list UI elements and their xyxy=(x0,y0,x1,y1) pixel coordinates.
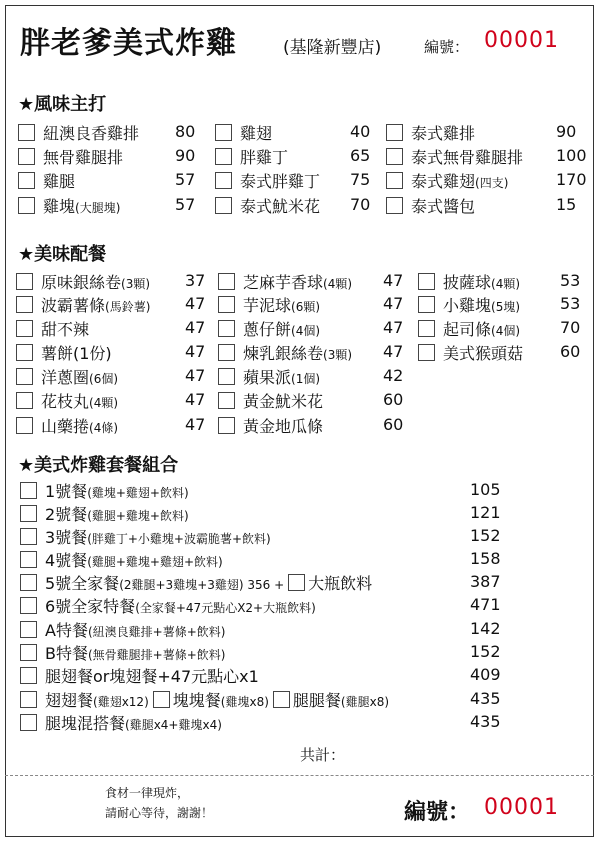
item-name-text: 黃金魷米花 xyxy=(243,391,324,411)
item-price: 37 xyxy=(185,271,206,290)
item-name-text: 紐澳良香雞排 xyxy=(43,123,140,143)
item-checkbox[interactable] xyxy=(20,667,37,684)
item-name-text: 5號全家餐 xyxy=(45,573,120,593)
menu-item xyxy=(215,168,320,192)
item-name xyxy=(243,341,352,364)
item-name xyxy=(41,414,118,437)
item-checkbox[interactable] xyxy=(16,368,33,385)
item-name xyxy=(45,502,189,525)
item-name xyxy=(43,121,139,144)
item-price: 100 xyxy=(556,146,587,165)
item-name xyxy=(411,145,523,168)
item-note: (2雞腿+3雞塊+3雞翅) 356 + xyxy=(119,577,285,592)
item-checkbox[interactable] xyxy=(215,172,232,189)
item-name xyxy=(45,571,284,594)
menu-item xyxy=(18,120,139,144)
item-name-text: 泰式魷米花 xyxy=(240,196,321,216)
item-name xyxy=(41,341,112,364)
item-checkbox[interactable] xyxy=(218,392,235,409)
item-name xyxy=(45,618,225,641)
item-checkbox[interactable] xyxy=(215,197,232,214)
item-name-text: 1號餐 xyxy=(45,481,88,501)
footer-number-label: 編號： xyxy=(404,800,471,825)
menu-item xyxy=(20,501,189,525)
item-name-text: 芝麻芋香球 xyxy=(243,272,324,292)
item-name-text: 披薩球 xyxy=(443,272,492,292)
item-note: (雞腿+雞塊+雞翅+飲料) xyxy=(87,554,223,569)
item-price: 47 xyxy=(185,415,206,434)
item-price: 435 xyxy=(470,712,501,731)
item-price: 40 xyxy=(350,122,371,141)
item-name-text: 塊塊餐 xyxy=(172,690,221,710)
item-checkbox[interactable] xyxy=(386,172,403,189)
order-number: 00001 xyxy=(484,28,559,53)
item-name-text: 原味銀絲卷 xyxy=(41,272,122,292)
item-checkbox[interactable] xyxy=(20,644,37,661)
item-name xyxy=(173,688,269,711)
item-price: 60 xyxy=(560,342,581,361)
item-price: 47 xyxy=(185,318,206,337)
item-price: 90 xyxy=(175,146,196,165)
menu-item xyxy=(218,269,352,293)
menu-item xyxy=(20,593,316,617)
item-checkbox[interactable] xyxy=(218,273,235,290)
item-name-text: 腿腿餐 xyxy=(292,690,341,710)
item-price: 121 xyxy=(470,503,501,522)
item-name-text: 泰式無骨雞腿排 xyxy=(411,147,524,167)
menu-item xyxy=(20,640,225,664)
item-note: (雞塊x8) xyxy=(220,694,269,709)
menu-item xyxy=(215,193,320,217)
item-name xyxy=(240,121,272,144)
item-name xyxy=(411,169,508,192)
item-checkbox[interactable] xyxy=(18,172,35,189)
item-name-text: 蘋果派 xyxy=(243,367,292,387)
item-note: (馬鈴薯) xyxy=(105,299,151,314)
item-name xyxy=(45,548,223,571)
menu-item xyxy=(20,478,189,502)
item-price: 47 xyxy=(383,294,404,313)
item-name-text: 翅翅餐 xyxy=(45,690,94,710)
item-note: (1個) xyxy=(291,371,321,386)
item-name-text: 黃金地瓜條 xyxy=(243,416,324,436)
item-name-text: 2號餐 xyxy=(45,504,88,524)
item-name-text: 泰式醬包 xyxy=(411,196,476,216)
item-name-text: 山藥捲 xyxy=(41,416,90,436)
item-name-text: 起司條 xyxy=(443,319,492,339)
menu-item xyxy=(386,168,508,192)
item-checkbox[interactable] xyxy=(18,197,35,214)
item-checkbox[interactable] xyxy=(288,574,305,591)
item-checkbox[interactable] xyxy=(386,124,403,141)
item-name xyxy=(45,664,259,687)
item-price: 152 xyxy=(470,642,501,661)
item-name-text: 小雞塊 xyxy=(443,295,492,315)
item-checkbox[interactable] xyxy=(18,124,35,141)
item-name-text: 腿翅餐or塊翅餐+47元點心x1 xyxy=(45,666,259,686)
item-checkbox[interactable] xyxy=(273,691,290,708)
item-name-text: 泰式雞翅 xyxy=(411,171,476,191)
item-price: 47 xyxy=(185,294,206,313)
item-checkbox[interactable] xyxy=(16,344,33,361)
item-name xyxy=(41,389,118,412)
item-name xyxy=(411,121,475,144)
item-price: 65 xyxy=(350,146,371,165)
item-checkbox[interactable] xyxy=(20,597,37,614)
item-checkbox[interactable] xyxy=(418,320,435,337)
item-price: 47 xyxy=(185,390,206,409)
item-note: (胖雞丁+小雞塊+波霸脆薯+飲料) xyxy=(87,531,271,546)
item-name xyxy=(243,317,320,340)
menu-item xyxy=(386,120,475,144)
item-checkbox[interactable] xyxy=(218,320,235,337)
item-checkbox[interactable] xyxy=(418,344,435,361)
item-checkbox[interactable] xyxy=(20,714,37,731)
menu-item xyxy=(16,269,150,293)
item-name-text: 胖雞丁 xyxy=(240,147,289,167)
item-name-text: 甜不辣 xyxy=(41,319,90,339)
menu-item xyxy=(18,144,123,168)
item-price: 435 xyxy=(470,689,501,708)
item-name xyxy=(43,169,75,192)
item-price: 170 xyxy=(556,170,587,189)
item-name xyxy=(411,194,475,217)
item-name xyxy=(443,293,520,316)
menu-item xyxy=(386,193,475,217)
item-name xyxy=(443,270,520,293)
item-checkbox[interactable] xyxy=(215,148,232,165)
item-price: 47 xyxy=(383,318,404,337)
item-name xyxy=(243,365,320,388)
item-note: (四支) xyxy=(475,175,509,190)
item-name xyxy=(293,688,389,711)
item-name-text: 薯餅(1份) xyxy=(41,343,112,363)
item-note: (4條) xyxy=(89,420,119,435)
item-price: 42 xyxy=(383,366,404,385)
item-price: 15 xyxy=(556,195,577,214)
item-checkbox[interactable] xyxy=(418,296,435,313)
item-note: (4顆) xyxy=(491,276,521,291)
item-note: (雞腿+雞塊+飲料) xyxy=(87,508,189,523)
item-checkbox[interactable] xyxy=(20,574,37,591)
menu-item xyxy=(218,340,352,364)
item-name xyxy=(41,293,150,316)
menu-item xyxy=(18,168,75,192)
item-name-text: 雞腿 xyxy=(43,171,76,191)
item-note: (6個) xyxy=(89,371,119,386)
item-name xyxy=(41,365,118,388)
menu-item xyxy=(16,413,118,437)
item-name xyxy=(45,525,271,548)
section-title-sides: ★美味配餐 xyxy=(18,244,107,265)
item-name-text: 泰式胖雞丁 xyxy=(240,171,321,191)
menu-item xyxy=(16,292,150,316)
item-name-text: B特餐 xyxy=(45,643,88,663)
item-price: 57 xyxy=(175,170,196,189)
item-price: 60 xyxy=(383,390,404,409)
item-note: (雞翅x12) xyxy=(93,694,149,709)
menu-item xyxy=(218,388,323,412)
item-price: 75 xyxy=(350,170,371,189)
item-price: 70 xyxy=(560,318,581,337)
item-price: 387 xyxy=(470,572,501,591)
menu-item xyxy=(215,144,288,168)
item-price: 90 xyxy=(556,122,577,141)
item-checkbox[interactable] xyxy=(16,392,33,409)
item-checkbox[interactable] xyxy=(386,148,403,165)
item-name xyxy=(45,688,149,711)
item-name-text: 雞塊 xyxy=(43,196,76,216)
item-price: 53 xyxy=(560,294,581,313)
item-price: 158 xyxy=(470,549,501,568)
item-price: 47 xyxy=(383,271,404,290)
menu-item xyxy=(20,570,372,594)
shop-title: 胖老爹美式炸雞 xyxy=(20,26,237,61)
item-name xyxy=(240,169,320,192)
item-checkbox[interactable] xyxy=(20,528,37,545)
menu-item xyxy=(16,316,89,340)
item-note: (4個) xyxy=(291,323,321,338)
tear-line xyxy=(5,775,594,776)
item-checkbox[interactable] xyxy=(16,273,33,290)
menu-item xyxy=(218,316,320,340)
item-name-text: 洋蔥圈 xyxy=(41,367,90,387)
menu-item xyxy=(16,340,112,364)
item-name-text: 腿塊混搭餐 xyxy=(45,713,126,733)
item-note: (大腿塊) xyxy=(75,200,121,215)
item-name xyxy=(240,145,288,168)
item-name xyxy=(45,711,222,734)
item-name xyxy=(43,145,123,168)
item-price: 47 xyxy=(185,342,206,361)
item-price: 105 xyxy=(470,480,501,499)
item-price: 471 xyxy=(470,595,501,614)
menu-item xyxy=(418,316,520,340)
item-checkbox[interactable] xyxy=(218,417,235,434)
item-name xyxy=(443,317,520,340)
item-checkbox[interactable] xyxy=(16,320,33,337)
item-note: (3顆) xyxy=(323,347,353,362)
item-name xyxy=(243,270,352,293)
item-price: 47 xyxy=(383,342,404,361)
item-name-text: 芋泥球 xyxy=(243,295,292,315)
item-name xyxy=(41,270,150,293)
menu-item xyxy=(418,340,523,364)
item-checkbox[interactable] xyxy=(16,417,33,434)
item-name xyxy=(240,194,320,217)
item-name xyxy=(243,414,323,437)
branch-name: (基隆新豐店) xyxy=(283,38,382,58)
item-name-text: 3號餐 xyxy=(45,527,88,547)
item-note: (雞腿x8) xyxy=(340,694,390,709)
order-number-label: 編號： xyxy=(424,38,470,56)
item-name-text: 波霸薯條 xyxy=(41,295,106,315)
item-note: (全家餐+47元點心X2+大瓶飲料) xyxy=(135,600,316,615)
item-name xyxy=(243,293,320,316)
menu-item xyxy=(16,364,118,388)
item-name xyxy=(243,389,323,412)
item-checkbox[interactable] xyxy=(16,296,33,313)
section-title-signature: ★風味主打 xyxy=(18,94,107,115)
item-price: 142 xyxy=(470,619,501,638)
menu-item xyxy=(418,269,520,293)
item-price: 80 xyxy=(175,122,196,141)
section-title-combos: ★美式炸雞套餐組合 xyxy=(18,455,179,476)
item-note: (6顆) xyxy=(291,299,321,314)
menu-item xyxy=(20,710,222,734)
item-name xyxy=(443,341,523,364)
item-note: (4顆) xyxy=(89,395,119,410)
menu-item xyxy=(16,388,118,412)
item-name-text: 煉乳銀絲卷 xyxy=(243,343,324,363)
item-note: (雞塊+雞翅+飲料) xyxy=(87,485,189,500)
item-checkbox[interactable] xyxy=(20,621,37,638)
menu-item xyxy=(386,144,523,168)
menu-item xyxy=(218,292,320,316)
item-name-text: 泰式雞排 xyxy=(411,123,476,143)
item-name-text: 花枝丸 xyxy=(41,391,90,411)
item-note: (紐澳良雞排+薯條+飲料) xyxy=(87,624,226,639)
item-name-text: 美式猴頭菇 xyxy=(443,343,524,363)
item-checkbox[interactable] xyxy=(20,505,37,522)
item-name-text: 4號餐 xyxy=(45,550,88,570)
item-checkbox[interactable] xyxy=(218,344,235,361)
item-price: 152 xyxy=(470,526,501,545)
menu-item xyxy=(20,524,271,548)
item-name xyxy=(308,571,372,594)
item-checkbox[interactable] xyxy=(153,691,170,708)
total-label: 共計： xyxy=(300,746,346,764)
item-name xyxy=(43,194,120,217)
menu-item xyxy=(20,617,225,641)
item-price: 70 xyxy=(350,195,371,214)
menu-item xyxy=(215,120,272,144)
item-price: 57 xyxy=(175,195,196,214)
item-checkbox[interactable] xyxy=(215,124,232,141)
item-checkbox[interactable] xyxy=(418,273,435,290)
item-checkbox[interactable] xyxy=(20,691,37,708)
menu-item xyxy=(18,193,120,217)
item-name xyxy=(45,479,189,502)
item-checkbox[interactable] xyxy=(218,296,235,313)
item-note: (5塊) xyxy=(491,299,521,314)
item-name-text: 蔥仔餅 xyxy=(243,319,292,339)
item-name xyxy=(45,641,225,664)
item-checkbox[interactable] xyxy=(18,148,35,165)
item-name-text: 雞翅 xyxy=(240,123,273,143)
item-name xyxy=(45,594,316,617)
item-name-text: 無骨雞腿排 xyxy=(43,147,124,167)
menu-item xyxy=(20,547,223,571)
item-price: 47 xyxy=(185,366,206,385)
item-note: (4個) xyxy=(491,323,521,338)
menu-item xyxy=(20,663,259,687)
menu-item xyxy=(218,364,320,388)
footer-note: 食材一律現炸， 請耐心等待，謝謝！ xyxy=(105,786,214,820)
item-note: (3顆) xyxy=(121,276,151,291)
menu-item xyxy=(20,687,389,711)
item-price: 409 xyxy=(470,665,501,684)
item-name-text: A特餐 xyxy=(45,620,88,640)
item-note: (4顆) xyxy=(323,276,353,291)
item-price: 60 xyxy=(383,415,404,434)
item-price: 53 xyxy=(560,271,581,290)
item-checkbox[interactable] xyxy=(20,551,37,568)
item-name xyxy=(41,317,89,340)
item-checkbox[interactable] xyxy=(386,197,403,214)
item-name-text: 大瓶飲料 xyxy=(308,573,373,593)
item-name-text: 6號全家特餐 xyxy=(45,596,136,616)
item-checkbox[interactable] xyxy=(20,482,37,499)
item-note: (無骨雞腿排+薯條+飲料) xyxy=(87,647,226,662)
menu-item xyxy=(218,413,323,437)
item-checkbox[interactable] xyxy=(218,368,235,385)
footer-number: 00001 xyxy=(484,795,559,820)
item-note: (雞腿x4+雞塊x4) xyxy=(125,717,222,732)
menu-item xyxy=(418,292,520,316)
